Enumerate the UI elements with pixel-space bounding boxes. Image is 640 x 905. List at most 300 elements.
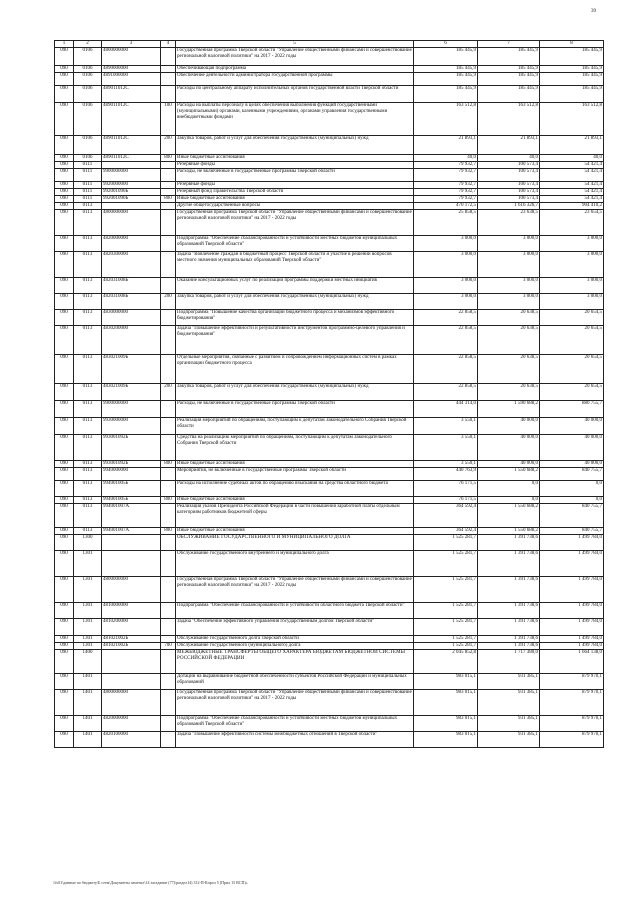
target-article-cell: 4800000000 bbox=[102, 690, 161, 716]
table-row bbox=[55, 619, 604, 636]
target-article-cell: 994001005Б bbox=[102, 481, 161, 497]
table-row bbox=[55, 136, 604, 155]
target-article-cell: 9900000000 bbox=[102, 401, 161, 418]
amount-2020-cell: 3 000,0 bbox=[414, 278, 478, 294]
expense-type-cell bbox=[161, 162, 176, 169]
section-code-cell: 0113 bbox=[74, 401, 102, 418]
amount-2021-cell: 1 391 738,6 bbox=[478, 535, 540, 551]
section-code-cell: 0113 bbox=[74, 461, 102, 468]
expense-type-cell bbox=[161, 355, 176, 384]
amount-2022-cell: 185 445,9 bbox=[540, 48, 604, 66]
amount-2020-cell: 1 525 281,7 bbox=[414, 636, 478, 643]
amount-2021-cell: 185 445,9 bbox=[478, 86, 540, 103]
description-cell: Закупка товаров, работ и услуг для обеспечения государственных (муниципальных) нужд bbox=[176, 384, 414, 401]
amount-2021-cell: 1 391 738,6 bbox=[478, 619, 540, 636]
description-cell: Обеспечение деятельности администратора государственной программы bbox=[176, 73, 414, 86]
admin-code-cell: 090 bbox=[55, 326, 74, 355]
target-article-cell: 4810200000 bbox=[102, 619, 161, 636]
section-code-cell: 1301 bbox=[74, 577, 102, 603]
section-code-cell: 0113 bbox=[74, 278, 102, 294]
description-cell: Мероприятия, не включенные в государственные программы Тверской области bbox=[176, 468, 414, 481]
table-row bbox=[55, 189, 604, 196]
admin-code-cell: 090 bbox=[55, 294, 74, 310]
amount-2021-cell: 185 445,9 bbox=[478, 73, 540, 86]
expense-type-cell bbox=[161, 326, 176, 355]
page-number: 39 bbox=[591, 9, 596, 14]
amount-2022-cell: 3 000,0 bbox=[540, 236, 604, 252]
description-cell: Расходы, не включенные в государственные программы Тверской области bbox=[176, 401, 414, 418]
admin-code-cell: 090 bbox=[55, 203, 74, 210]
table-row bbox=[55, 577, 604, 603]
section-code-cell: 1301 bbox=[74, 643, 102, 650]
expense-type-cell: 200 bbox=[161, 136, 176, 155]
expense-type-cell bbox=[161, 674, 176, 690]
amount-2020-cell: 983 015,1 bbox=[414, 716, 478, 732]
target-article-cell: 9940000000 bbox=[102, 468, 161, 481]
amount-2022-cell: 879 970,1 bbox=[540, 732, 604, 748]
admin-code-cell: 090 bbox=[55, 468, 74, 481]
section-code-cell: 0113 bbox=[74, 528, 102, 535]
target-article-cell: 992001090Б bbox=[102, 196, 161, 203]
amount-2020-cell: 79 932,7 bbox=[414, 169, 478, 182]
target-article-cell bbox=[102, 674, 161, 690]
description-cell: Задача "Повышение эффективности и результативности инструментов программно-целевого управления и бюджетирования" bbox=[176, 326, 414, 355]
section-code-cell: 0106 bbox=[74, 48, 102, 66]
admin-code-cell: 090 bbox=[55, 636, 74, 643]
expense-type-cell: 700 bbox=[161, 643, 176, 650]
description-cell: Обслуживание государственного (муниципального) долга bbox=[176, 643, 414, 650]
amount-2021-cell: 3 000,0 bbox=[478, 236, 540, 252]
section-code-cell: 0113 bbox=[74, 252, 102, 278]
description-cell: Задача "Вовлечение граждан в бюджетный процесс Тверской области и участие в решении вопросов местного значения муниципальных образований Тверской области" bbox=[176, 252, 414, 278]
admin-code-cell: 090 bbox=[55, 401, 74, 418]
table-row bbox=[55, 716, 604, 732]
target-article-cell: 483021009Б bbox=[102, 384, 161, 401]
target-article-cell: 4800000000 bbox=[102, 210, 161, 236]
section-code-cell: 1301 bbox=[74, 619, 102, 636]
admin-code-cell: 090 bbox=[55, 73, 74, 86]
amount-2021-cell: 163 512,8 bbox=[478, 103, 540, 136]
admin-code-cell: 090 bbox=[55, 182, 74, 189]
admin-code-cell: 090 bbox=[55, 461, 74, 468]
amount-2020-cell: 1 525 281,7 bbox=[414, 619, 478, 636]
description-cell: Задача "Повышение эффективности системы межбюджетных отношений в Тверской области" bbox=[176, 732, 414, 748]
column-number: 2 bbox=[74, 41, 102, 48]
description-cell: Иные бюджетные ассигнования bbox=[176, 155, 414, 162]
target-article-cell: 4820000000 bbox=[102, 716, 161, 732]
amount-2021-cell: 931 385,1 bbox=[478, 716, 540, 732]
amount-2021-cell: 20 638,5 bbox=[478, 355, 540, 384]
table-row bbox=[55, 401, 604, 418]
admin-code-cell: 090 bbox=[55, 86, 74, 103]
expense-type-cell bbox=[161, 252, 176, 278]
target-article-cell: 482031008Б bbox=[102, 294, 161, 310]
table-row bbox=[55, 435, 604, 461]
expense-type-cell: 200 bbox=[161, 384, 176, 401]
admin-code-cell: 090 bbox=[55, 674, 74, 690]
table-row bbox=[55, 674, 604, 690]
amount-2021-cell: 185 445,9 bbox=[478, 66, 540, 73]
amount-2022-cell: 23 654,5 bbox=[540, 210, 604, 236]
admin-code-cell: 090 bbox=[55, 355, 74, 384]
expense-type-cell bbox=[161, 418, 176, 435]
expense-type-cell bbox=[161, 169, 176, 182]
admin-code-cell: 090 bbox=[55, 236, 74, 252]
expense-type-cell: 800 bbox=[161, 155, 176, 162]
table-row bbox=[55, 182, 604, 189]
target-article-cell: 992001090Б bbox=[102, 189, 161, 196]
section-code-cell: 0113 bbox=[74, 294, 102, 310]
section-code-cell: 1401 bbox=[74, 716, 102, 732]
amount-2022-cell: 54 421,4 bbox=[540, 169, 604, 182]
amount-2020-cell: 3 550,1 bbox=[414, 461, 478, 468]
amount-2022-cell: 20 654,5 bbox=[540, 326, 604, 355]
amount-2022-cell: 21 893,1 bbox=[540, 136, 604, 155]
table-row bbox=[55, 155, 604, 162]
amount-2022-cell: 3 000,0 bbox=[540, 252, 604, 278]
amount-2022-cell: 40 000,0 bbox=[540, 435, 604, 461]
table-row bbox=[55, 504, 604, 528]
target-article-cell: 4820300000 bbox=[102, 252, 161, 278]
expense-type-cell: 800 bbox=[161, 497, 176, 504]
amount-2021-cell: 1 616 326,7 bbox=[478, 203, 540, 210]
amount-2020-cell: 444 314,0 bbox=[414, 401, 478, 418]
amount-2020-cell: 3 000,0 bbox=[414, 294, 478, 310]
target-article-cell: 4800000000 bbox=[102, 577, 161, 603]
table-row bbox=[55, 203, 604, 210]
admin-code-cell: 090 bbox=[55, 136, 74, 155]
description-cell: Подпрограмма "Обеспечение сбалансированности и устойчивости местных бюджетов муниципальных образований Тверской области" bbox=[176, 716, 414, 732]
amount-2020-cell: 185 445,9 bbox=[414, 73, 478, 86]
table-row bbox=[55, 481, 604, 497]
amount-2022-cell: 840 755,7 bbox=[540, 528, 604, 535]
target-article-cell: 481021002Б bbox=[102, 643, 161, 650]
amount-2020-cell: 22 858,5 bbox=[414, 326, 478, 355]
admin-code-cell: 090 bbox=[55, 189, 74, 196]
target-article-cell bbox=[102, 535, 161, 551]
description-cell: Расходы на выплаты персоналу в целях обеспечения выполнения функций государственными (муниципальными) органами, казенными учреждениями, органами управления государственными внебюджетными фондами bbox=[176, 103, 414, 136]
amount-2021-cell: 931 385,1 bbox=[478, 732, 540, 748]
expense-type-cell bbox=[161, 310, 176, 326]
table-row bbox=[55, 66, 604, 73]
description-cell: Обслуживание государственного долга Тверской области bbox=[176, 636, 414, 643]
expense-type-cell bbox=[161, 636, 176, 643]
amount-2021-cell: 1 391 738,6 bbox=[478, 603, 540, 619]
amount-2020-cell: 983 015,1 bbox=[414, 732, 478, 748]
amount-2020-cell: 79 932,7 bbox=[414, 196, 478, 203]
table-row bbox=[55, 636, 604, 643]
section-code-cell: 1301 bbox=[74, 603, 102, 619]
section-code-cell: 1400 bbox=[74, 650, 102, 674]
amount-2022-cell: 879 970,1 bbox=[540, 690, 604, 716]
table-row bbox=[55, 461, 604, 468]
table-row bbox=[55, 86, 604, 103]
amount-2022-cell: 1 499 784,0 bbox=[540, 551, 604, 577]
amount-2020-cell: 185 445,9 bbox=[414, 66, 478, 73]
amount-2020-cell: 364 592,4 bbox=[414, 528, 478, 535]
amount-2021-cell: 1 717 380,0 bbox=[478, 650, 540, 674]
expense-type-cell bbox=[161, 48, 176, 66]
amount-2020-cell: 3 000,0 bbox=[414, 236, 478, 252]
amount-2020-cell: 21 893,1 bbox=[414, 136, 478, 155]
expense-type-cell bbox=[161, 73, 176, 86]
amount-2021-cell: 40 000,0 bbox=[478, 418, 540, 435]
table-row bbox=[55, 73, 604, 86]
target-article-cell: 9930000000 bbox=[102, 418, 161, 435]
amount-2022-cell: 1 664 138,0 bbox=[540, 650, 604, 674]
amount-2021-cell: 21 893,1 bbox=[478, 136, 540, 155]
target-article-cell: 4891000000 bbox=[102, 73, 161, 86]
admin-code-cell: 090 bbox=[55, 535, 74, 551]
target-article-cell: 4830000000 bbox=[102, 310, 161, 326]
section-code-cell: 0113 bbox=[74, 384, 102, 401]
admin-code-cell: 090 bbox=[55, 278, 74, 294]
section-code-cell: 0111 bbox=[74, 196, 102, 203]
target-article-cell: 4820000000 bbox=[102, 236, 161, 252]
target-article-cell: 482031008Б bbox=[102, 278, 161, 294]
table-row bbox=[55, 326, 604, 355]
section-code-cell: 1401 bbox=[74, 674, 102, 690]
section-code-cell: 0111 bbox=[74, 169, 102, 182]
section-code-cell: 0106 bbox=[74, 73, 102, 86]
section-code-cell: 0113 bbox=[74, 497, 102, 504]
expense-type-cell: 800 bbox=[161, 196, 176, 203]
amount-2021-cell: 40 000,0 bbox=[478, 461, 540, 468]
expense-type-cell bbox=[161, 551, 176, 577]
amount-2022-cell: 20 654,5 bbox=[540, 384, 604, 401]
admin-code-cell: 090 bbox=[55, 504, 74, 528]
expense-type-cell: 800 bbox=[161, 461, 176, 468]
admin-code-cell: 090 bbox=[55, 603, 74, 619]
section-code-cell: 1301 bbox=[74, 551, 102, 577]
target-article-cell: 994001007А bbox=[102, 504, 161, 528]
amount-2021-cell: 100 573,4 bbox=[478, 189, 540, 196]
expense-type-cell: 800 bbox=[161, 528, 176, 535]
amount-2022-cell: 1 499 784,0 bbox=[540, 636, 604, 643]
amount-2021-cell: 1 590 688,2 bbox=[478, 401, 540, 418]
target-article-cell: 4800000000 bbox=[102, 48, 161, 66]
amount-2022-cell: 185 445,9 bbox=[540, 86, 604, 103]
amount-2020-cell: 76 171,5 bbox=[414, 481, 478, 497]
section-code-cell: 0106 bbox=[74, 155, 102, 162]
amount-2020-cell: 1 525 281,7 bbox=[414, 603, 478, 619]
amount-2020-cell: 22 858,5 bbox=[414, 310, 478, 326]
amount-2022-cell: 185 445,9 bbox=[540, 66, 604, 73]
table-row bbox=[55, 294, 604, 310]
amount-2021-cell: 1 391 738,6 bbox=[478, 551, 540, 577]
description-cell: Расходы на исполнение судебных актов по обращению взыскания на средства областного бюджета bbox=[176, 481, 414, 497]
target-article-cell: 489011012С bbox=[102, 136, 161, 155]
target-article-cell bbox=[102, 551, 161, 577]
target-article-cell: 483021009Б bbox=[102, 355, 161, 384]
amount-2021-cell: 40 000,0 bbox=[478, 435, 540, 461]
amount-2020-cell: 22 858,5 bbox=[414, 384, 478, 401]
description-cell: Дотации на выравнивание бюджетной обеспеченности субъектов Российской Федерации и муниципальных образований bbox=[176, 674, 414, 690]
target-article-cell: 489011012С bbox=[102, 155, 161, 162]
section-code-cell: 0113 bbox=[74, 418, 102, 435]
target-article-cell: 994001005Б bbox=[102, 497, 161, 504]
description-cell: Резервный фонд Правительства Тверской области bbox=[176, 189, 414, 196]
section-code-cell: 0113 bbox=[74, 236, 102, 252]
amount-2020-cell: 3 000,0 bbox=[414, 252, 478, 278]
amount-2021-cell: 3 000,0 bbox=[478, 252, 540, 278]
amount-2022-cell: 1 499 784,0 bbox=[540, 603, 604, 619]
amount-2022-cell: 54 421,4 bbox=[540, 196, 604, 203]
admin-code-cell: 090 bbox=[55, 528, 74, 535]
column-number: 3 bbox=[102, 41, 161, 48]
amount-2021-cell: 100 573,4 bbox=[478, 169, 540, 182]
expense-type-cell bbox=[161, 716, 176, 732]
expense-type-cell bbox=[161, 210, 176, 236]
description-cell: Средства на реализацию мероприятий по обращениям, поступающим к депутатам Законодательного Собрания Тверской области bbox=[176, 435, 414, 461]
admin-code-cell: 090 bbox=[55, 252, 74, 278]
amount-2020-cell: 25 858,5 bbox=[414, 210, 478, 236]
section-code-cell: 0111 bbox=[74, 182, 102, 189]
admin-code-cell: 090 bbox=[55, 435, 74, 461]
section-code-cell: 0106 bbox=[74, 86, 102, 103]
section-code-cell: 0111 bbox=[74, 162, 102, 169]
amount-2020-cell: 1 525 281,7 bbox=[414, 551, 478, 577]
expense-type-cell bbox=[161, 203, 176, 210]
amount-2022-cell: 40,0 bbox=[540, 155, 604, 162]
section-code-cell: 0113 bbox=[74, 481, 102, 497]
section-code-cell: 0113 bbox=[74, 468, 102, 481]
description-cell: Реализация мероприятий по обращениям, поступающим к депутатам Законодательного Собрания Тверской области bbox=[176, 418, 414, 435]
expense-type-cell bbox=[161, 189, 176, 196]
section-code-cell: 1301 bbox=[74, 636, 102, 643]
amount-2022-cell: 879 970,1 bbox=[540, 674, 604, 690]
expense-type-cell bbox=[161, 504, 176, 528]
table-row bbox=[55, 603, 604, 619]
target-article-cell: 993001092Б bbox=[102, 435, 161, 461]
expense-type-cell bbox=[161, 650, 176, 674]
admin-code-cell: 090 bbox=[55, 619, 74, 636]
target-article-cell: 4890000000 bbox=[102, 66, 161, 73]
amount-2020-cell: 3 550,1 bbox=[414, 418, 478, 435]
description-cell: Закупка товаров, работ и услуг для обеспечения государственных (муниципальных) нужд bbox=[176, 136, 414, 155]
column-number: 5 bbox=[176, 41, 414, 48]
amount-2021-cell: 20 638,5 bbox=[478, 310, 540, 326]
amount-2021-cell: 100 573,4 bbox=[478, 182, 540, 189]
amount-2020-cell: 76 171,5 bbox=[414, 497, 478, 504]
table-row bbox=[55, 643, 604, 650]
section-code-cell: 1300 bbox=[74, 535, 102, 551]
description-cell: Обеспечивающая подпрограмма bbox=[176, 66, 414, 73]
amount-2020-cell: 1 525 281,7 bbox=[414, 535, 478, 551]
amount-2020-cell: 983 015,1 bbox=[414, 690, 478, 716]
amount-2020-cell: 79 932,7 bbox=[414, 182, 478, 189]
target-article-cell: 9900000000 bbox=[102, 169, 161, 182]
expense-type-cell bbox=[161, 401, 176, 418]
target-article-cell bbox=[102, 162, 161, 169]
section-code-cell: 0106 bbox=[74, 66, 102, 73]
amount-2022-cell: 840 755,7 bbox=[540, 468, 604, 481]
admin-code-cell: 090 bbox=[55, 384, 74, 401]
amount-2021-cell: 23 638,5 bbox=[478, 210, 540, 236]
expense-type-cell bbox=[161, 66, 176, 73]
amount-2020-cell: 79 932,7 bbox=[414, 162, 478, 169]
amount-2021-cell: 0,0 bbox=[478, 497, 540, 504]
amount-2022-cell: 185 445,9 bbox=[540, 73, 604, 86]
table-row bbox=[55, 103, 604, 136]
table-row bbox=[55, 196, 604, 203]
amount-2022-cell: 1 499 784,0 bbox=[540, 643, 604, 650]
table-row bbox=[55, 169, 604, 182]
table-row bbox=[55, 732, 604, 748]
description-cell: МЕЖБЮДЖЕТНЫЕ ТРАНСФЕРТЫ ОБЩЕГО ХАРАКТЕРА БЮДЖЕТАМ БЮДЖЕТНОЙ СИСТЕМЫ РОССИЙСКОЙ ФЕДЕРАЦИИ bbox=[176, 650, 414, 674]
section-code-cell: 0113 bbox=[74, 504, 102, 528]
section-code-cell: 0111 bbox=[74, 189, 102, 196]
description-cell: Иные бюджетные ассигнования bbox=[176, 461, 414, 468]
description-cell: Резервные фонды bbox=[176, 182, 414, 189]
amount-2021-cell: 100 573,4 bbox=[478, 162, 540, 169]
amount-2022-cell: 1 499 784,0 bbox=[540, 577, 604, 603]
header-row bbox=[55, 41, 604, 48]
admin-code-cell: 090 bbox=[55, 210, 74, 236]
admin-code-cell: 090 bbox=[55, 732, 74, 748]
expense-type-cell bbox=[161, 603, 176, 619]
expense-type-cell bbox=[161, 577, 176, 603]
description-cell: Подпрограмма "Обеспечение сбалансированности и устойчивости областного бюджета Тверской области" bbox=[176, 603, 414, 619]
column-number: 1 bbox=[55, 41, 74, 48]
expense-type-cell: 100 bbox=[161, 103, 176, 136]
admin-code-cell: 090 bbox=[55, 418, 74, 435]
admin-code-cell: 090 bbox=[55, 103, 74, 136]
amount-2021-cell: 931 385,1 bbox=[478, 690, 540, 716]
expense-type-cell bbox=[161, 182, 176, 189]
table-row bbox=[55, 278, 604, 294]
amount-2021-cell: 3 000,0 bbox=[478, 278, 540, 294]
admin-code-cell: 090 bbox=[55, 690, 74, 716]
amount-2022-cell: 1 499 784,0 bbox=[540, 535, 604, 551]
column-number: 8 bbox=[540, 41, 604, 48]
column-number: 7 bbox=[478, 41, 540, 48]
expense-type-cell bbox=[161, 236, 176, 252]
description-cell: Обслуживание государственного внутреннего и муниципального долга bbox=[176, 551, 414, 577]
section-code-cell: 1401 bbox=[74, 690, 102, 716]
admin-code-cell: 090 bbox=[55, 48, 74, 66]
target-article-cell: 489011012С bbox=[102, 103, 161, 136]
expense-type-cell: 200 bbox=[161, 294, 176, 310]
amount-2022-cell: 3 000,0 bbox=[540, 294, 604, 310]
amount-2020-cell: 1 525 281,7 bbox=[414, 643, 478, 650]
expense-type-cell bbox=[161, 278, 176, 294]
description-cell: Другие общегосударственные вопросы bbox=[176, 203, 414, 210]
target-article-cell: 9920000000 bbox=[102, 182, 161, 189]
section-code-cell: 0113 bbox=[74, 210, 102, 236]
description-cell: Государственная программа Тверской области "Управление общественными финансами и совершенствование региональной налоговой политики" на 2017 - 2022 годы bbox=[176, 210, 414, 236]
amount-2021-cell: 1 550 688,2 bbox=[478, 504, 540, 528]
section-code-cell: 0113 bbox=[74, 203, 102, 210]
description-cell: Задача "Обеспечение эффективного управления государственным долгом Тверской области" bbox=[176, 619, 414, 636]
section-code-cell: 0106 bbox=[74, 103, 102, 136]
description-cell: Государственная программа Тверской области "Управление общественными финансами и совершенствование региональной налоговой политики" на 2017 - 2022 годы bbox=[176, 577, 414, 603]
expense-type-cell bbox=[161, 86, 176, 103]
admin-code-cell: 090 bbox=[55, 650, 74, 674]
amount-2021-cell: 3 000,0 bbox=[478, 294, 540, 310]
budget-table bbox=[54, 40, 604, 748]
amount-2020-cell: 185 445,9 bbox=[414, 86, 478, 103]
table-row bbox=[55, 650, 604, 674]
amount-2022-cell: 879 970,1 bbox=[540, 716, 604, 732]
section-code-cell: 0113 bbox=[74, 435, 102, 461]
description-cell: Государственная программа Тверской области "Управление общественными финансами и совершенствование региональной налоговой политики" на 2017 - 2022 годы bbox=[176, 48, 414, 66]
amount-2022-cell: 54 421,4 bbox=[540, 182, 604, 189]
table-row bbox=[55, 468, 604, 481]
amount-2020-cell: 185 445,9 bbox=[414, 48, 478, 66]
amount-2020-cell: 440 763,9 bbox=[414, 468, 478, 481]
target-article-cell: 481021002Б bbox=[102, 636, 161, 643]
